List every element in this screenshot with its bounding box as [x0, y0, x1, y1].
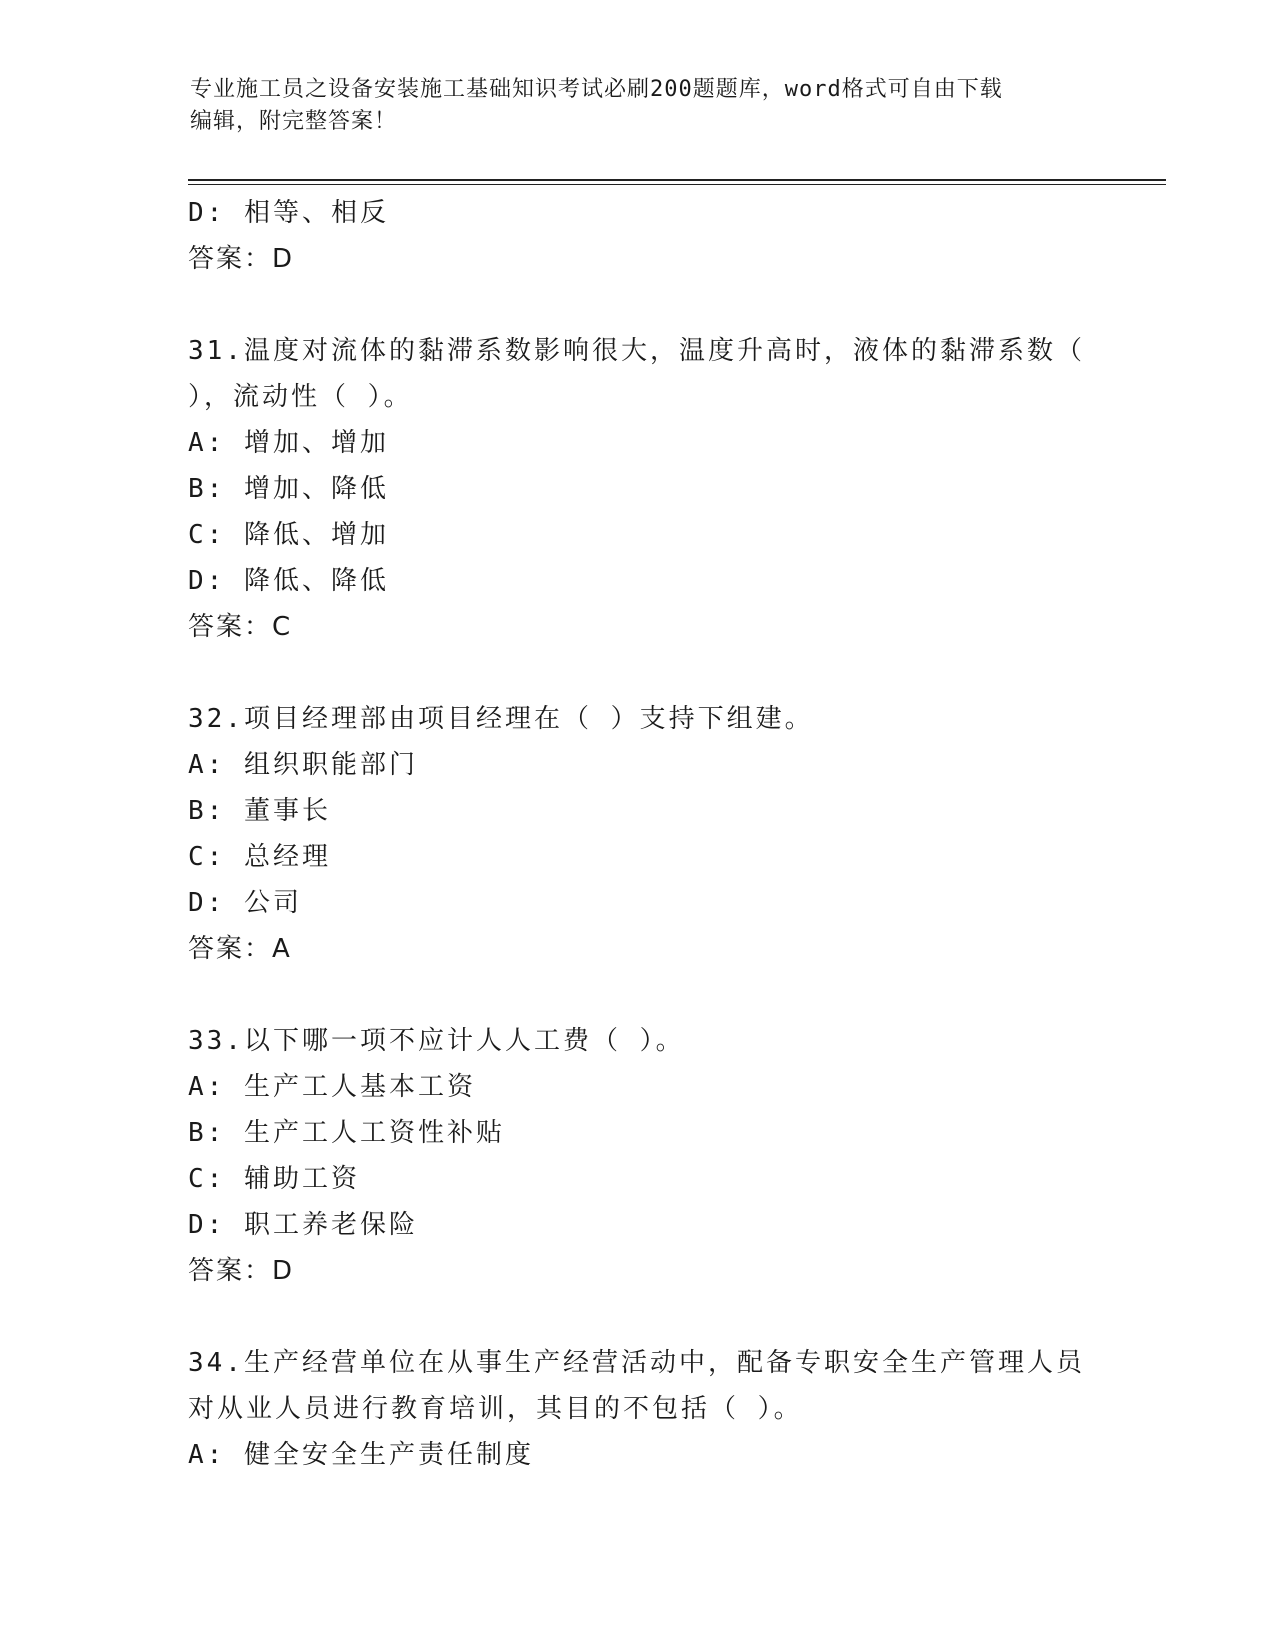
question-stem-line1: 34.生产经营单位在从事生产经营活动中，配备专职安全生产管理人员 [188, 1348, 1085, 1378]
header-divider-thin [188, 184, 1166, 185]
question-stem-line1: 33.以下哪一项不应计人人工费（ ）。 [188, 1026, 685, 1056]
option-c: C: 降低、增加 [188, 520, 389, 550]
option-c: C: 辅助工资 [188, 1164, 360, 1194]
question-stem-line2: ），流动性（ ）。 [188, 382, 413, 412]
option-c: C: 总经理 [188, 842, 331, 872]
header-title-line2: 编辑，附完整答案！ [190, 109, 398, 134]
option-b: B: 增加、降低 [188, 474, 389, 504]
question-31 [188, 328, 1088, 650]
option-a: A: 增加、增加 [188, 428, 389, 458]
question-33 [188, 1018, 1088, 1294]
answer-carryover: 答案：D [188, 244, 295, 274]
answer: 答案：C [188, 612, 293, 642]
question-34 [188, 1340, 1088, 1478]
document-header [190, 74, 1090, 138]
question-stem-line1: 31.温度对流体的黏滞系数影响很大，温度升高时，液体的黏滞系数（ [188, 336, 1085, 366]
option-d-carryover: D: 相等、相反 [188, 198, 389, 228]
header-title-line1: 专业施工员之设备安装施工基础知识考试必刷200题题库，word格式可自由下载 [190, 77, 1003, 102]
option-b: B: 董事长 [188, 796, 331, 826]
option-b: B: 生产工人工资性补贴 [188, 1118, 505, 1148]
question-list [188, 190, 1088, 1478]
option-d: D: 公司 [188, 888, 302, 918]
question-stem-line1: 32.项目经理部由项目经理在（ ）支持下组建。 [188, 704, 814, 734]
option-d: D: 降低、降低 [188, 566, 389, 596]
header-divider-thick [188, 179, 1166, 181]
question-stem-line2: 对从业人员进行教育培训，其目的不包括（ ）。 [188, 1394, 803, 1424]
answer: 答案：D [188, 1256, 295, 1286]
question-32 [188, 696, 1088, 972]
option-a: A: 生产工人基本工资 [188, 1072, 476, 1102]
option-a: A: 健全安全生产责任制度 [188, 1440, 534, 1470]
option-d: D: 职工养老保险 [188, 1210, 418, 1240]
answer: 答案：A [188, 934, 292, 964]
option-a: A: 组织职能部门 [188, 750, 418, 780]
